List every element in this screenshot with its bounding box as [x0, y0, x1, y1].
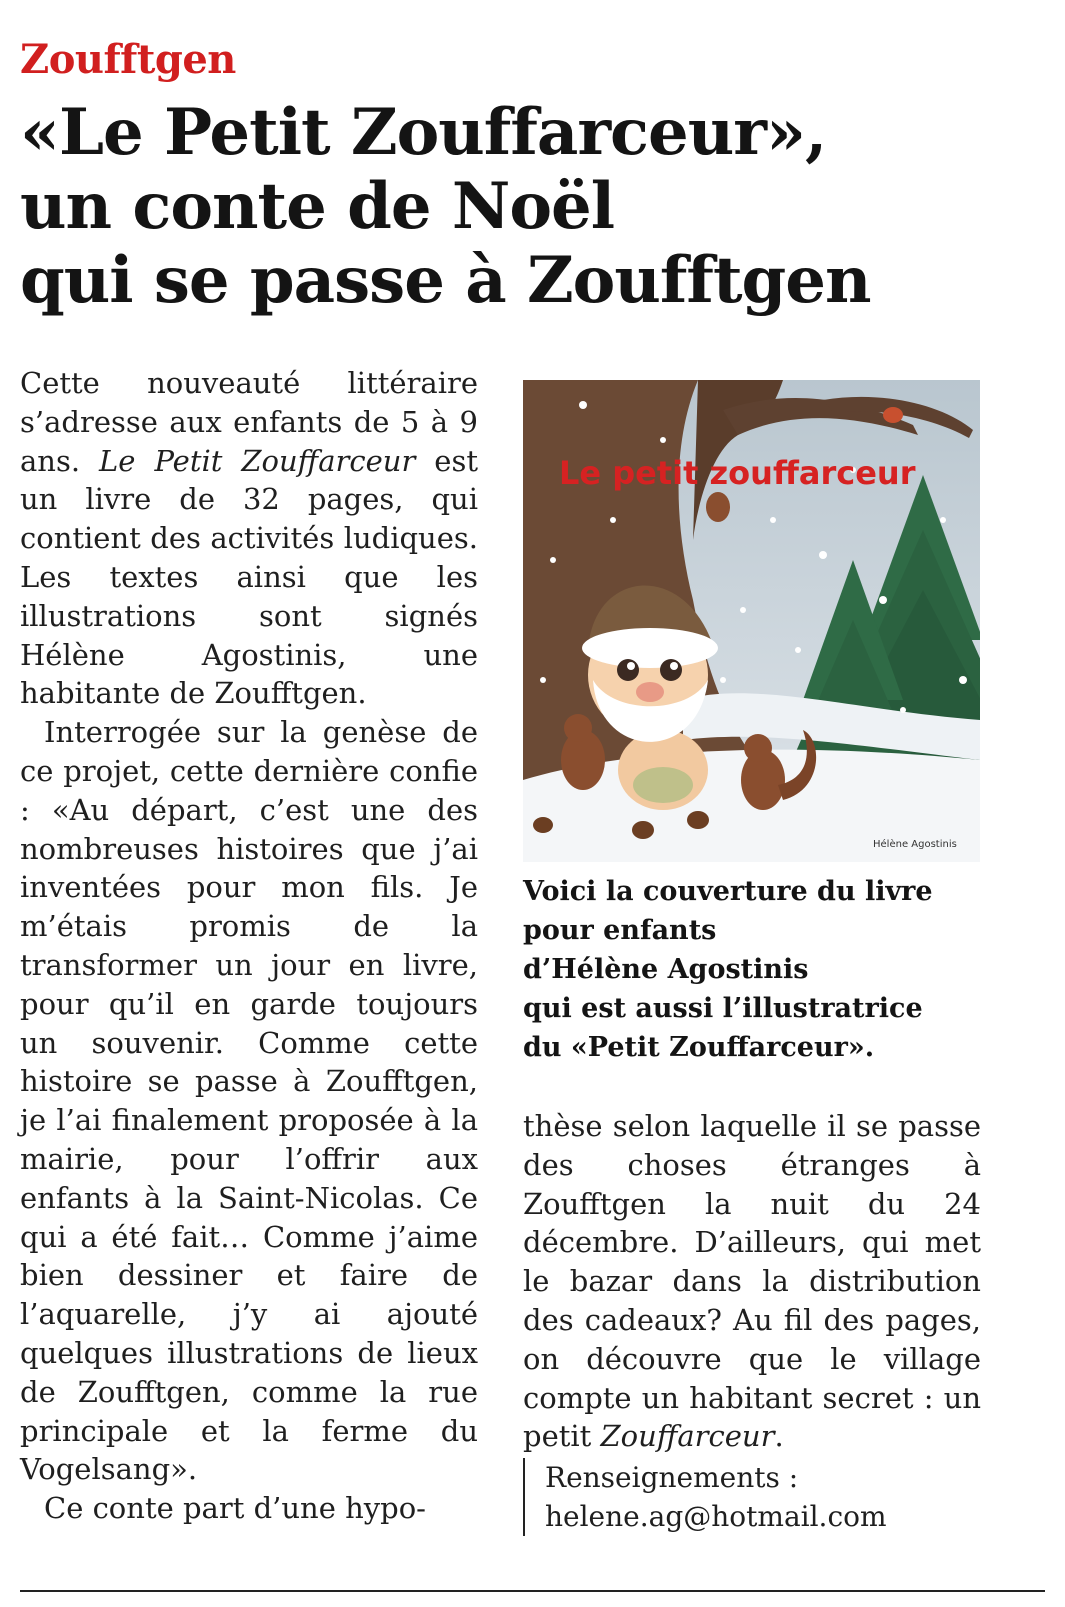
paragraph-1-text-end: est un livre de 32 pages, qui contient des activités ludiques. Les textes ainsi que les illustrations sont signés Hélène Agostinis, une habitante de Zoufftgen.	[20, 443, 478, 711]
paragraph-1-text: Cette nouveauté littéraire s’adresse aux enfants de 5 à 9 ans.	[20, 366, 478, 478]
caption-line-5: du «Petit Zouffarceur».	[523, 1032, 875, 1063]
cover-author: Hélène Agostinis	[873, 839, 957, 850]
zouffarceur-inline: Zouffarceur	[600, 1419, 775, 1454]
paragraph-3-text-end: .	[774, 1419, 784, 1454]
article-column-right	[523, 1107, 981, 1456]
photo-caption	[523, 872, 983, 1067]
caption-line-1: Voici la couverture du livre	[523, 876, 933, 907]
section-kicker: Zoufftgen	[20, 36, 236, 83]
paragraph-2: Interrogée sur la genèse de ce projet, cette dernière confie : «Au départ, c’est une des nombreuses histoires que j’ai inventées pour mon fils. Je m’étais promis de la transformer un jour en livre, pour qu’il en garde toujours un souvenir. Comme cette histoire se passe à Zoufftgen, je l’ai finalement proposée à la mairie, pour l’offrir aux enfants à la Saint-Nicolas. Ce qui a été fait… Comme j’aime bien dessiner et faire de l’aquarelle, j’y ai ajouté quelques illustrations de lieux de Zoufftgen, comme la rue principale et la ferme du Vogelsang».	[20, 715, 478, 1487]
headline	[20, 96, 1040, 318]
contact-email[interactable]: helene.ag@hotmail.com	[545, 1500, 887, 1533]
headline-line-1: «Le Petit Zouffarceur»,	[20, 95, 827, 170]
article-column-left	[20, 364, 478, 1528]
caption-line-2: pour enfants	[523, 915, 717, 946]
paragraph-1	[20, 364, 478, 713]
info-box	[523, 1458, 1005, 1536]
paragraph-3-text: thèse selon laquelle il se passe des choses étranges à Zoufftgen la nuit du 24 décembre. D’ailleurs, qui met le bazar dans la distribution des cadeaux? Au fil des pages, on découvre que le village compte un habitant secret : un petit	[523, 1109, 981, 1454]
book-title-inline: Le Petit Zouffarceur	[99, 443, 416, 478]
book-cover-image	[523, 380, 980, 862]
bottom-rule	[20, 1590, 1045, 1592]
info-label: Renseignements :	[545, 1461, 799, 1494]
cover-title: Le petit zouffarceur	[559, 454, 916, 492]
caption-line-3: d’Hélène Agostinis	[523, 954, 809, 985]
paragraph-3-continued	[523, 1107, 981, 1456]
paragraph-3-start: Ce conte part d’une hypo-	[44, 1491, 426, 1526]
caption-line-4: qui est aussi l’illustratrice	[523, 993, 923, 1024]
headline-line-3: qui se passe à Zoufftgen	[20, 243, 871, 318]
headline-line-2: un conte de Noël	[20, 169, 615, 244]
book-cover-illustration	[523, 380, 980, 862]
